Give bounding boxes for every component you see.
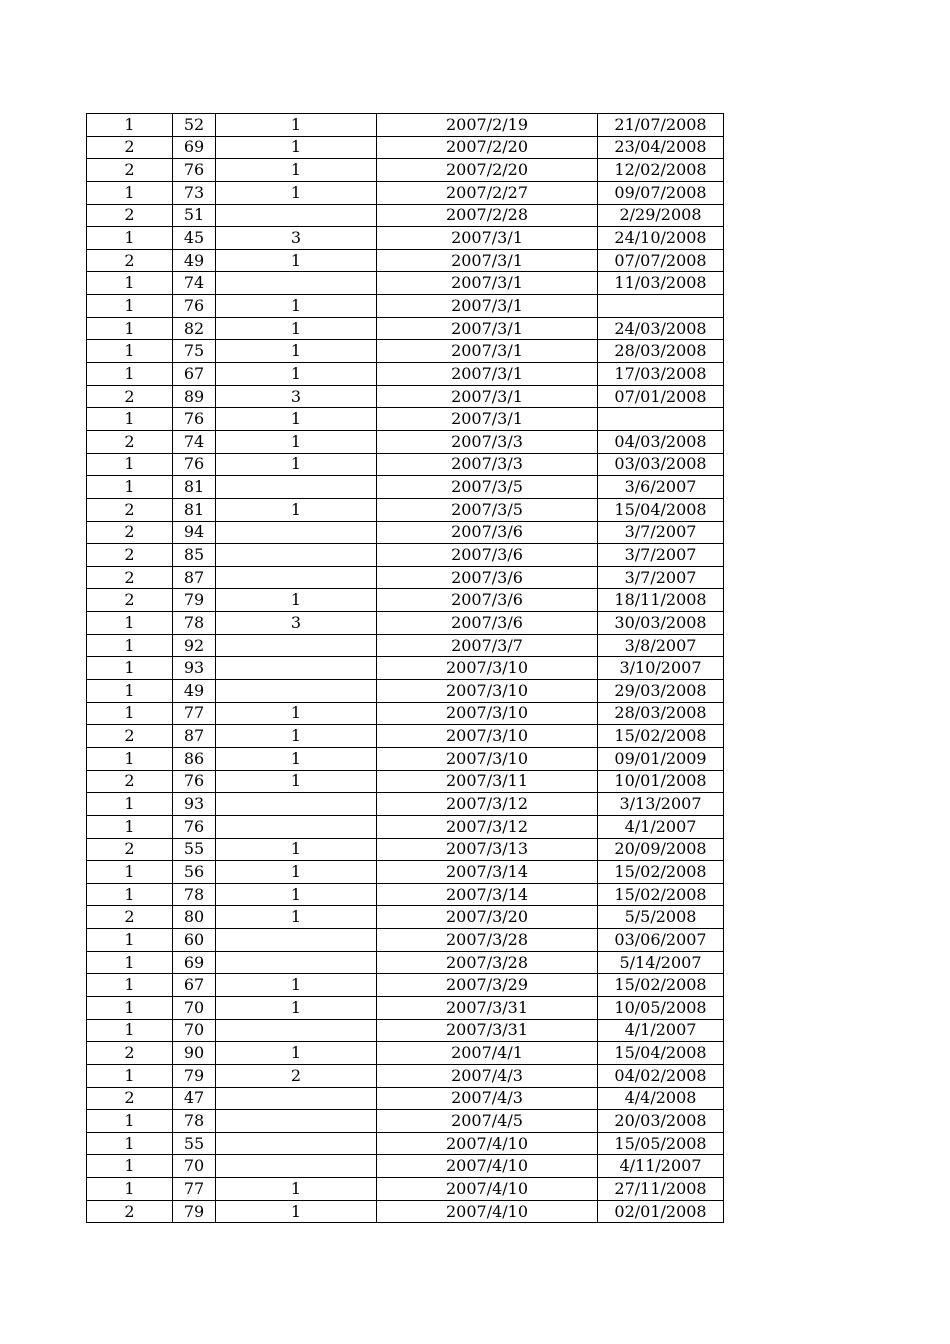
table-cell (216, 680, 377, 703)
table-row (87, 272, 724, 295)
table-row (87, 453, 724, 476)
table-cell: 2/29/2008 (598, 204, 724, 227)
table-cell: 1 (216, 1042, 377, 1065)
table-row (87, 996, 724, 1019)
table-cell: 09/01/2009 (598, 747, 724, 770)
table-cell: 74 (173, 430, 216, 453)
table-cell: 2007/3/11 (377, 770, 598, 793)
table-row (87, 317, 724, 340)
table-row (87, 702, 724, 725)
table-cell: 2007/4/10 (377, 1178, 598, 1201)
table-cell: 76 (173, 159, 216, 182)
table-cell: 3 (216, 385, 377, 408)
table-cell: 3 (216, 227, 377, 250)
table-cell: 2 (87, 430, 173, 453)
table-cell: 67 (173, 363, 216, 386)
table-cell: 1 (216, 702, 377, 725)
table-cell: 2007/3/1 (377, 385, 598, 408)
table-cell: 86 (173, 747, 216, 770)
table-cell: 67 (173, 974, 216, 997)
table-cell: 90 (173, 1042, 216, 1065)
table-cell (216, 566, 377, 589)
table-row (87, 725, 724, 748)
table-cell: 87 (173, 566, 216, 589)
table-cell: 1 (87, 793, 173, 816)
table-row (87, 1178, 724, 1201)
table-cell: 2007/3/1 (377, 295, 598, 318)
table-cell: 55 (173, 838, 216, 861)
table-cell: 04/02/2008 (598, 1064, 724, 1087)
table-cell: 09/07/2008 (598, 181, 724, 204)
table-cell: 78 (173, 612, 216, 635)
table-cell: 2007/3/29 (377, 974, 598, 997)
table-cell: 1 (87, 340, 173, 363)
table-cell (216, 1110, 377, 1133)
table-cell: 15/02/2008 (598, 725, 724, 748)
table-cell (216, 1019, 377, 1042)
table-cell: 3/6/2007 (598, 476, 724, 499)
table-cell: 77 (173, 702, 216, 725)
table-cell: 1 (216, 181, 377, 204)
table-cell: 15/02/2008 (598, 974, 724, 997)
table-cell: 85 (173, 544, 216, 567)
table-row (87, 1019, 724, 1042)
table-cell: 2007/3/6 (377, 566, 598, 589)
table-cell: 1 (216, 725, 377, 748)
table-cell: 79 (173, 1064, 216, 1087)
table-cell: 2007/3/14 (377, 861, 598, 884)
table-cell: 2007/3/12 (377, 793, 598, 816)
table-cell: 51 (173, 204, 216, 227)
table-cell: 52 (173, 114, 216, 137)
table-cell: 2007/3/1 (377, 272, 598, 295)
table-cell: 2007/3/28 (377, 951, 598, 974)
table-cell (216, 634, 377, 657)
table-row (87, 747, 724, 770)
table-cell: 15/04/2008 (598, 498, 724, 521)
table-cell (598, 295, 724, 318)
table-cell: 17/03/2008 (598, 363, 724, 386)
table-cell: 2007/3/10 (377, 747, 598, 770)
table-cell: 1 (216, 430, 377, 453)
table-cell: 2007/4/10 (377, 1132, 598, 1155)
table-cell: 2007/3/1 (377, 363, 598, 386)
table-cell: 04/03/2008 (598, 430, 724, 453)
table-cell (216, 272, 377, 295)
table-row (87, 1200, 724, 1223)
table-cell (216, 1132, 377, 1155)
table-row (87, 295, 724, 318)
table-cell: 2007/3/6 (377, 612, 598, 635)
table-cell: 2007/2/20 (377, 159, 598, 182)
table-cell: 2007/4/3 (377, 1064, 598, 1087)
table-cell: 2007/2/20 (377, 136, 598, 159)
table-cell: 2 (87, 838, 173, 861)
table-cell: 20/03/2008 (598, 1110, 724, 1133)
table-cell: 2007/4/10 (377, 1155, 598, 1178)
table-cell: 2007/4/3 (377, 1087, 598, 1110)
table-cell: 2 (87, 566, 173, 589)
table-cell: 2007/3/3 (377, 430, 598, 453)
table-cell: 4/1/2007 (598, 815, 724, 838)
table-cell: 2007/3/3 (377, 453, 598, 476)
table-cell: 1 (216, 317, 377, 340)
table-cell: 2 (87, 906, 173, 929)
table-row (87, 136, 724, 159)
table-cell (216, 476, 377, 499)
table-row (87, 612, 724, 635)
table-cell: 76 (173, 408, 216, 431)
table-cell: 2007/3/1 (377, 249, 598, 272)
table-row (87, 589, 724, 612)
table-cell: 1 (87, 476, 173, 499)
table-cell: 1 (87, 634, 173, 657)
table-row (87, 1132, 724, 1155)
table-cell: 23/04/2008 (598, 136, 724, 159)
table-cell: 2 (216, 1064, 377, 1087)
table-cell: 56 (173, 861, 216, 884)
table-cell: 76 (173, 770, 216, 793)
table-cell: 15/02/2008 (598, 883, 724, 906)
table-cell: 2007/3/7 (377, 634, 598, 657)
table-cell: 2007/3/14 (377, 883, 598, 906)
table-cell: 49 (173, 249, 216, 272)
table-cell: 2007/4/5 (377, 1110, 598, 1133)
table-cell: 11/03/2008 (598, 272, 724, 295)
table-cell: 24/03/2008 (598, 317, 724, 340)
table-cell: 1 (216, 249, 377, 272)
table-cell: 2007/3/13 (377, 838, 598, 861)
table-cell: 2007/3/5 (377, 498, 598, 521)
table-row (87, 1087, 724, 1110)
table-cell: 2007/3/1 (377, 340, 598, 363)
table-cell: 1 (216, 363, 377, 386)
table-cell: 79 (173, 589, 216, 612)
table-cell: 1 (87, 680, 173, 703)
table-row (87, 657, 724, 680)
table-cell: 1 (87, 612, 173, 635)
table-row (87, 566, 724, 589)
table-cell: 2007/3/6 (377, 521, 598, 544)
table-cell: 3/7/2007 (598, 521, 724, 544)
table-cell: 28/03/2008 (598, 340, 724, 363)
table-cell: 47 (173, 1087, 216, 1110)
table-cell: 2007/3/6 (377, 589, 598, 612)
table-cell: 3/7/2007 (598, 566, 724, 589)
table-cell: 1 (87, 974, 173, 997)
table-cell: 1 (87, 996, 173, 1019)
table-cell: 29/03/2008 (598, 680, 724, 703)
table-cell: 1 (87, 295, 173, 318)
table-cell: 1 (216, 453, 377, 476)
table-cell: 77 (173, 1178, 216, 1201)
table-cell: 1 (87, 363, 173, 386)
table-cell: 2007/3/5 (377, 476, 598, 499)
table-row (87, 114, 724, 137)
table-cell: 1 (216, 1178, 377, 1201)
table-cell: 02/01/2008 (598, 1200, 724, 1223)
table-cell (216, 793, 377, 816)
table-row (87, 521, 724, 544)
table-cell (216, 815, 377, 838)
table-row (87, 363, 724, 386)
table-cell: 3/7/2007 (598, 544, 724, 567)
table-cell: 2 (87, 498, 173, 521)
table-cell: 76 (173, 453, 216, 476)
table-cell: 15/05/2008 (598, 1132, 724, 1155)
table-cell: 2007/3/1 (377, 227, 598, 250)
table-cell: 81 (173, 476, 216, 499)
table-cell: 21/07/2008 (598, 114, 724, 137)
table-cell: 2007/3/31 (377, 996, 598, 1019)
table-cell: 1 (87, 1178, 173, 1201)
table-cell: 2 (87, 1200, 173, 1223)
table-cell: 82 (173, 317, 216, 340)
table-cell: 1 (216, 770, 377, 793)
table-row (87, 544, 724, 567)
table-cell: 1 (87, 408, 173, 431)
table-cell: 1 (87, 1019, 173, 1042)
table-cell: 1 (87, 181, 173, 204)
table-cell: 28/03/2008 (598, 702, 724, 725)
table-cell: 2 (87, 725, 173, 748)
table-cell: 2 (87, 385, 173, 408)
table-cell: 1 (216, 136, 377, 159)
table-cell: 2007/2/27 (377, 181, 598, 204)
table-cell: 1 (87, 317, 173, 340)
table-row (87, 1042, 724, 1065)
table-cell: 1 (216, 498, 377, 521)
table-cell: 1 (216, 340, 377, 363)
table-cell: 07/07/2008 (598, 249, 724, 272)
table-cell: 1 (87, 453, 173, 476)
table-cell: 2007/3/6 (377, 544, 598, 567)
table-cell: 3 (216, 612, 377, 635)
table-cell (216, 951, 377, 974)
table-cell: 1 (216, 114, 377, 137)
table-cell: 20/09/2008 (598, 838, 724, 861)
table-cell: 70 (173, 996, 216, 1019)
table-cell: 1 (216, 996, 377, 1019)
table-cell: 1 (87, 227, 173, 250)
table-cell: 30/03/2008 (598, 612, 724, 635)
table-cell (216, 204, 377, 227)
table-row (87, 476, 724, 499)
table-cell: 2007/4/1 (377, 1042, 598, 1065)
table-row (87, 883, 724, 906)
table-cell: 69 (173, 136, 216, 159)
table-cell (216, 929, 377, 952)
table-cell: 1 (216, 838, 377, 861)
table-cell: 1 (87, 815, 173, 838)
table-cell: 45 (173, 227, 216, 250)
table-cell: 2007/2/28 (377, 204, 598, 227)
table-cell: 2007/3/28 (377, 929, 598, 952)
table-cell (216, 657, 377, 680)
table-cell: 1 (87, 1110, 173, 1133)
table-cell: 10/01/2008 (598, 770, 724, 793)
table-row (87, 408, 724, 431)
table-cell (598, 408, 724, 431)
table-cell: 3/8/2007 (598, 634, 724, 657)
table-cell: 1 (87, 1064, 173, 1087)
table-cell: 1 (216, 1200, 377, 1223)
table-cell: 76 (173, 815, 216, 838)
table-cell: 15/04/2008 (598, 1042, 724, 1065)
table-cell: 81 (173, 498, 216, 521)
table-row (87, 159, 724, 182)
table-cell: 69 (173, 951, 216, 974)
table-cell: 1 (216, 589, 377, 612)
table-cell: 12/02/2008 (598, 159, 724, 182)
table-cell: 2 (87, 544, 173, 567)
table-cell: 2007/3/10 (377, 725, 598, 748)
table-cell: 2007/3/10 (377, 657, 598, 680)
table-cell: 2 (87, 589, 173, 612)
table-row (87, 951, 724, 974)
table-cell (216, 1155, 377, 1178)
table-cell: 1 (216, 883, 377, 906)
table-row (87, 1155, 724, 1178)
table-row (87, 385, 724, 408)
table-cell: 1 (87, 883, 173, 906)
table-cell: 1 (87, 272, 173, 295)
table-cell: 2007/3/12 (377, 815, 598, 838)
table-body (87, 114, 724, 1223)
table-cell: 89 (173, 385, 216, 408)
table-cell: 4/11/2007 (598, 1155, 724, 1178)
table-cell: 1 (216, 861, 377, 884)
table-row (87, 181, 724, 204)
table-cell: 2 (87, 159, 173, 182)
table-cell: 74 (173, 272, 216, 295)
table-cell: 1 (87, 657, 173, 680)
table-cell: 07/01/2008 (598, 385, 724, 408)
table-cell: 93 (173, 657, 216, 680)
table-cell: 2 (87, 521, 173, 544)
table-cell: 27/11/2008 (598, 1178, 724, 1201)
table-row (87, 906, 724, 929)
table-cell: 92 (173, 634, 216, 657)
table-cell: 1 (87, 951, 173, 974)
table-cell: 1 (216, 747, 377, 770)
table-row (87, 838, 724, 861)
table-cell: 93 (173, 793, 216, 816)
table-cell: 2007/2/19 (377, 114, 598, 137)
table-cell: 24/10/2008 (598, 227, 724, 250)
table-cell: 03/06/2007 (598, 929, 724, 952)
table-cell: 49 (173, 680, 216, 703)
table-row (87, 974, 724, 997)
table-row (87, 498, 724, 521)
table-cell (216, 1087, 377, 1110)
table-row (87, 770, 724, 793)
table-cell: 5/14/2007 (598, 951, 724, 974)
table-cell: 87 (173, 725, 216, 748)
table-cell: 78 (173, 883, 216, 906)
table-cell: 2 (87, 1042, 173, 1065)
table-cell: 2 (87, 249, 173, 272)
table-cell: 94 (173, 521, 216, 544)
table-cell: 2007/3/31 (377, 1019, 598, 1042)
table-cell: 1 (87, 1155, 173, 1178)
table-cell: 18/11/2008 (598, 589, 724, 612)
table-row (87, 634, 724, 657)
table-row (87, 1064, 724, 1087)
table-cell: 1 (216, 906, 377, 929)
table-cell (216, 521, 377, 544)
table-cell: 1 (87, 114, 173, 137)
table-cell: 1 (87, 929, 173, 952)
table-cell: 70 (173, 1155, 216, 1178)
table-cell: 1 (87, 1132, 173, 1155)
data-table (86, 113, 724, 1223)
table-cell: 2007/3/1 (377, 317, 598, 340)
table-row (87, 929, 724, 952)
table-cell: 80 (173, 906, 216, 929)
table-cell: 2 (87, 770, 173, 793)
table-row (87, 430, 724, 453)
table-cell: 76 (173, 295, 216, 318)
table-cell: 73 (173, 181, 216, 204)
table-row (87, 680, 724, 703)
table-cell: 2007/3/10 (377, 680, 598, 703)
table-cell: 3/13/2007 (598, 793, 724, 816)
table-cell: 2 (87, 1087, 173, 1110)
table-cell: 2007/4/10 (377, 1200, 598, 1223)
table-row (87, 1110, 724, 1133)
table-cell: 55 (173, 1132, 216, 1155)
table-cell: 79 (173, 1200, 216, 1223)
table-cell: 3/10/2007 (598, 657, 724, 680)
table-cell: 15/02/2008 (598, 861, 724, 884)
table-row (87, 861, 724, 884)
table-cell: 1 (87, 861, 173, 884)
table-cell: 4/1/2007 (598, 1019, 724, 1042)
table-cell: 1 (216, 295, 377, 318)
table-cell: 1 (216, 408, 377, 431)
table-row (87, 227, 724, 250)
table-row (87, 815, 724, 838)
table-row (87, 340, 724, 363)
table-row (87, 793, 724, 816)
table-row (87, 204, 724, 227)
table-cell: 78 (173, 1110, 216, 1133)
table-cell: 10/05/2008 (598, 996, 724, 1019)
table-cell: 1 (216, 159, 377, 182)
table-cell: 2007/3/1 (377, 408, 598, 431)
table-cell: 2 (87, 136, 173, 159)
table-cell: 1 (87, 702, 173, 725)
table-cell: 75 (173, 340, 216, 363)
table-cell: 60 (173, 929, 216, 952)
table-cell: 4/4/2008 (598, 1087, 724, 1110)
table-cell: 2 (87, 204, 173, 227)
table-row (87, 249, 724, 272)
table-cell: 03/03/2008 (598, 453, 724, 476)
table-cell: 2007/3/10 (377, 702, 598, 725)
table-cell: 1 (87, 747, 173, 770)
table-cell (216, 544, 377, 567)
table-cell: 2007/3/20 (377, 906, 598, 929)
table-cell: 70 (173, 1019, 216, 1042)
table-cell: 5/5/2008 (598, 906, 724, 929)
table-cell: 1 (216, 974, 377, 997)
